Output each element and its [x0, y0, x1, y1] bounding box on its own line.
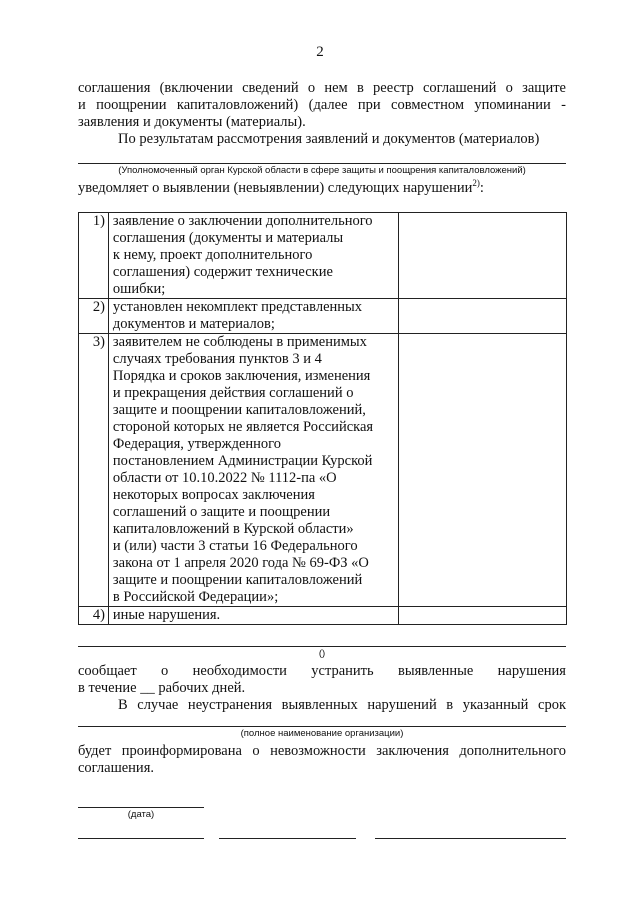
row-result-cell [398, 607, 566, 625]
row-text [108, 334, 398, 607]
intro-line-4: По результатам рассмотрения заявлений и документов (материалов) [118, 131, 540, 147]
informs-line-1 [78, 663, 566, 680]
row-text-content: иные нарушения. [112, 607, 221, 623]
table-row [79, 299, 567, 334]
org-name-line-2 [78, 646, 566, 647]
informs-word: выявленные [398, 663, 474, 679]
informs-line-2: в течение __ рабочих дней. [78, 680, 246, 696]
row-text-content: заявителем не соблюдены в применимых случаях требования пунктов 3 и 4 Порядка и сроков заключения, изменения и прекращения действия соглашений о защите и поощрении капиталовложений, стороной которых не является Российская Федерация, утвержденного постановлением Администрации Курской области от 10.10.2022 № 1112-па «О некоторых вопросах заключения соглашений о защите и поощрении капиталовложений в Курской области» и (или) части 3 статьи 16 Федерального закона от 1 апреля 2020 года № 69-ФЗ «О защите и поощрении капиталовложений в Российской Федерации»; [112, 334, 374, 605]
row-number: 3) [79, 334, 109, 607]
row-text [108, 213, 398, 299]
signature-line-sign [219, 838, 356, 839]
row-text [108, 607, 398, 625]
row-text [108, 299, 398, 334]
row-result-cell [398, 299, 566, 334]
organization-caption: (полное наименование организации) [240, 728, 404, 739]
intro-line-3: заявления и документы (материалы). [78, 114, 306, 130]
signature-line-position [78, 838, 204, 839]
page-number: 2 [316, 44, 324, 60]
informs-word: устранить [311, 663, 374, 679]
organization-line [78, 726, 566, 727]
row-result-cell [398, 213, 566, 299]
failure-line: В случае неустранения выявленных нарушений в указанный срок [118, 697, 566, 713]
org-caption: (Уполномоченный орган Курской области в сфере защиты и поощрения капиталовложений) [118, 165, 526, 176]
failure-line-3: соглашения. [78, 760, 154, 776]
notice-colon: : [479, 180, 484, 196]
violations-table [78, 212, 567, 625]
intro-line-1: соглашения (включении сведений о нем в реестр соглашений о защите [78, 80, 566, 96]
informs-word: сообщает [78, 663, 137, 679]
table-row [79, 213, 567, 299]
table-row [79, 607, 567, 625]
row-number: 1) [79, 213, 109, 299]
notice-line [78, 180, 566, 197]
parens-caption: () [318, 648, 326, 659]
row-number: 2) [79, 299, 109, 334]
date-caption: (дата) [127, 809, 155, 820]
org-name-line [78, 163, 566, 164]
table-row [79, 334, 567, 607]
signature-line-name [375, 838, 566, 839]
date-line [78, 807, 204, 808]
intro-line-2: и поощрении капиталовложений) (далее при совместном упоминании - [78, 97, 566, 113]
notice-footnote: 2) [472, 178, 480, 189]
informs-word: нарушения [497, 663, 566, 679]
row-text-content: установлен некомплект представленных документов и материалов; [112, 299, 363, 332]
failure-line-2: будет проинформирована о невозможности заключения дополнительного [78, 743, 566, 759]
notice-text: уведомляет о выявлении (невыявлении) следующих нарушении [78, 180, 473, 196]
row-text-content: заявление о заключении дополнительного соглашения (документы и материалы к нему, проект дополнительного соглашения) содержит технические ошибки; [112, 213, 373, 297]
row-number: 4) [79, 607, 109, 625]
row-result-cell [398, 334, 566, 607]
informs-word: необходимости [192, 663, 287, 679]
informs-word: о [161, 663, 169, 679]
